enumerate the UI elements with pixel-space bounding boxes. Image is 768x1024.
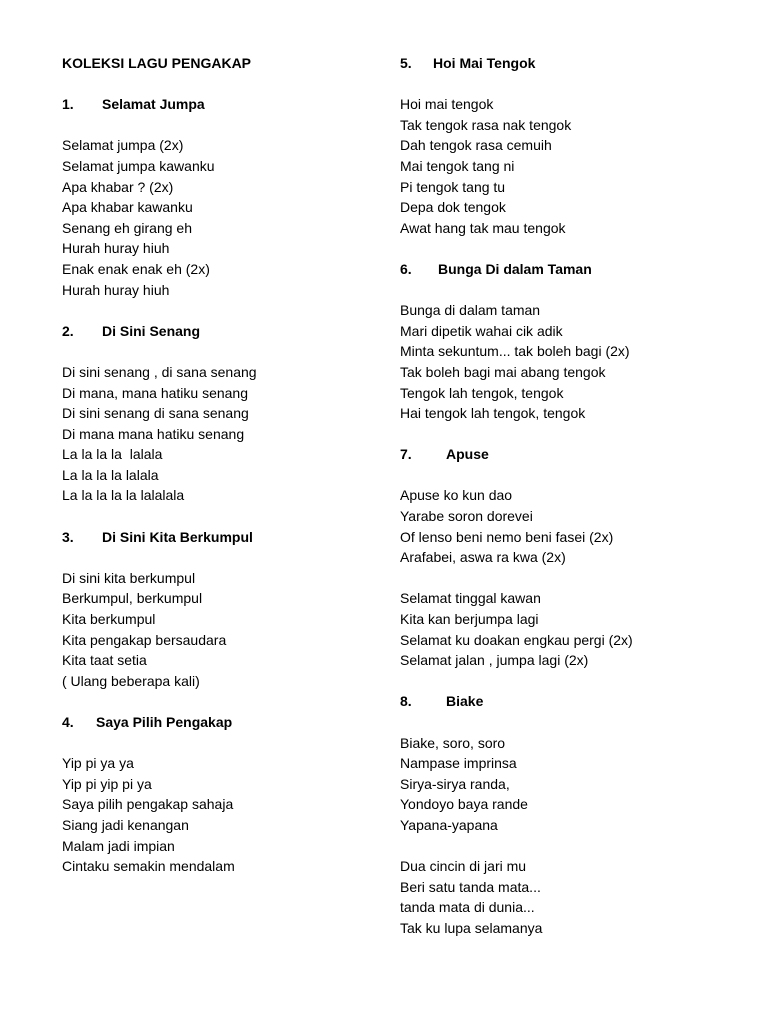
lyric-line: Yip pi yip pi ya (62, 775, 152, 792)
lyric-line: Cintaku semakin mendalam (62, 858, 235, 875)
lyric-line: Depa dok tengok (400, 199, 506, 216)
lyric-line: La la la la lalala (62, 466, 159, 483)
song-number: 6. (400, 260, 412, 277)
lyric-line: Kita kan berjumpa lagi (400, 611, 539, 628)
song-heading (62, 712, 382, 733)
lyric-line: Apa khabar kawanku (62, 199, 193, 216)
lyric-line: Apuse ko kun dao (400, 487, 513, 504)
song-heading (400, 53, 720, 74)
lyric-line: Tak tengok rasa nak tengok (400, 116, 572, 133)
song-7 (400, 444, 720, 691)
lyric-line: Selamat jalan , jumpa lagi (2x) (400, 652, 589, 669)
song-title: Biake (446, 693, 484, 710)
lyric-line: Hoi mai tengok (400, 96, 494, 113)
song-6 (400, 259, 720, 444)
song-title: Apuse (446, 446, 489, 463)
lyric-line: Di mana, mana hatiku senang (62, 384, 248, 401)
lyric-line: Minta sekuntum... tak boleh bagi (2x) (400, 343, 630, 360)
lyric-line: Mai tengok tang ni (400, 157, 515, 174)
lyric-line: Awat hang tak mau tengok (400, 219, 566, 236)
lyric-line: Hurah huray hiuh (62, 281, 170, 298)
song-number: 2. (62, 322, 74, 339)
lyric-line: Bunga di dalam taman (400, 302, 541, 319)
song-heading (400, 259, 720, 280)
lyric-line: Yarabe soron dorevei (400, 508, 533, 525)
lyric-line: Beri satu tanda mata... (400, 878, 541, 895)
song-heading (400, 444, 720, 465)
lyric-line: Berkumpul, berkumpul (62, 590, 203, 607)
lyric-line: Saya pilih pengakap sahaja (62, 796, 234, 813)
song-title: Selamat Jumpa (102, 96, 205, 113)
lyric-line: Yip pi ya ya (62, 755, 134, 772)
song-8 (400, 691, 720, 959)
song-title: Bunga Di dalam Taman (438, 260, 592, 277)
song-3 (62, 527, 382, 712)
song-number: 7. (400, 446, 412, 463)
lyric-line: Biake, soro, soro (400, 734, 506, 751)
lyric-line: Di sini kita berkumpul (62, 569, 196, 586)
left-column (62, 53, 382, 897)
song-title: Di Sini Kita Berkumpul (102, 528, 253, 545)
lyric-line: Kita taat setia (62, 652, 147, 669)
song-number: 8. (400, 693, 412, 710)
lyric-line: Kita berkumpul (62, 611, 156, 628)
lyric-line: Sirya-sirya randa, (400, 775, 510, 792)
lyric-line: Enak enak enak eh (2x) (62, 260, 210, 277)
lyric-line: Dah tengok rasa cemuih (400, 137, 552, 154)
song-heading (62, 527, 382, 548)
lyric-line: Selamat tinggal kawan (400, 590, 541, 607)
song-heading (62, 321, 382, 342)
lyric-line: Yapana-yapana (400, 816, 498, 833)
song-2 (62, 321, 382, 527)
song-number: 5. (400, 55, 412, 71)
song-number: 4. (62, 714, 74, 730)
lyric-line: Dua cincin di jari mu (400, 858, 527, 875)
lyric-line: tanda mata di dunia... (400, 899, 535, 916)
song-heading (62, 94, 382, 115)
lyric-line: Pi tengok tang tu (400, 178, 506, 195)
lyric-line: Apa khabar ? (2x) (62, 178, 174, 195)
lyric-line: La la la la la lalalala (62, 487, 185, 504)
document-title: KOLEKSI LAGU PENGAKAP (62, 55, 252, 71)
song-4 (62, 712, 382, 897)
lyric-line: Of lenso beni nemo beni fasei (2x) (400, 528, 614, 545)
lyric-line: Hurah huray hiuh (62, 240, 170, 257)
lyric-line: Mari dipetik wahai cik adik (400, 322, 563, 339)
lyric-line: Selamat ku doakan engkau pergi (2x) (400, 631, 633, 648)
lyric-line: Di mana mana hatiku senang (62, 425, 245, 442)
lyric-line: Arafabei, aswa ra kwa (2x) (400, 549, 566, 566)
lyric-line: Tak boleh bagi mai abang tengok (400, 363, 606, 380)
lyric-line: Di sini senang , di sana senang (62, 363, 257, 380)
lyric-line: Selamat jumpa kawanku (62, 157, 215, 174)
lyric-line: ( Ulang beberapa kali) (62, 672, 200, 689)
lyric-line: Siang jadi kenangan (62, 816, 189, 833)
lyric-line: Di sini senang di sana senang (62, 405, 249, 422)
song-title: Di Sini Senang (102, 322, 201, 339)
lyric-line: Tengok lah tengok, tengok (400, 384, 564, 401)
song-5 (400, 53, 720, 259)
lyric-line: Nampase imprinsa (400, 755, 517, 772)
song-number: 3. (62, 528, 74, 545)
song-1 (62, 94, 382, 321)
right-column (400, 53, 720, 959)
song-heading (400, 691, 720, 712)
song-number: 1. (62, 96, 74, 113)
song-title: Saya Pilih Pengakap (96, 714, 233, 730)
lyric-line: Selamat jumpa (2x) (62, 137, 184, 154)
lyric-line: Senang eh girang eh (62, 219, 192, 236)
song-title: Hoi Mai Tengok (433, 55, 536, 71)
lyric-line: Tak ku lupa selamanya (400, 919, 543, 936)
lyric-line: La la la la lalala (62, 446, 163, 463)
lyric-line: Hai tengok lah tengok, tengok (400, 405, 586, 422)
lyric-line: Kita pengakap bersaudara (62, 631, 227, 648)
lyric-line: Yondoyo baya rande (400, 796, 528, 813)
lyric-line: Malam jadi impian (62, 837, 175, 854)
